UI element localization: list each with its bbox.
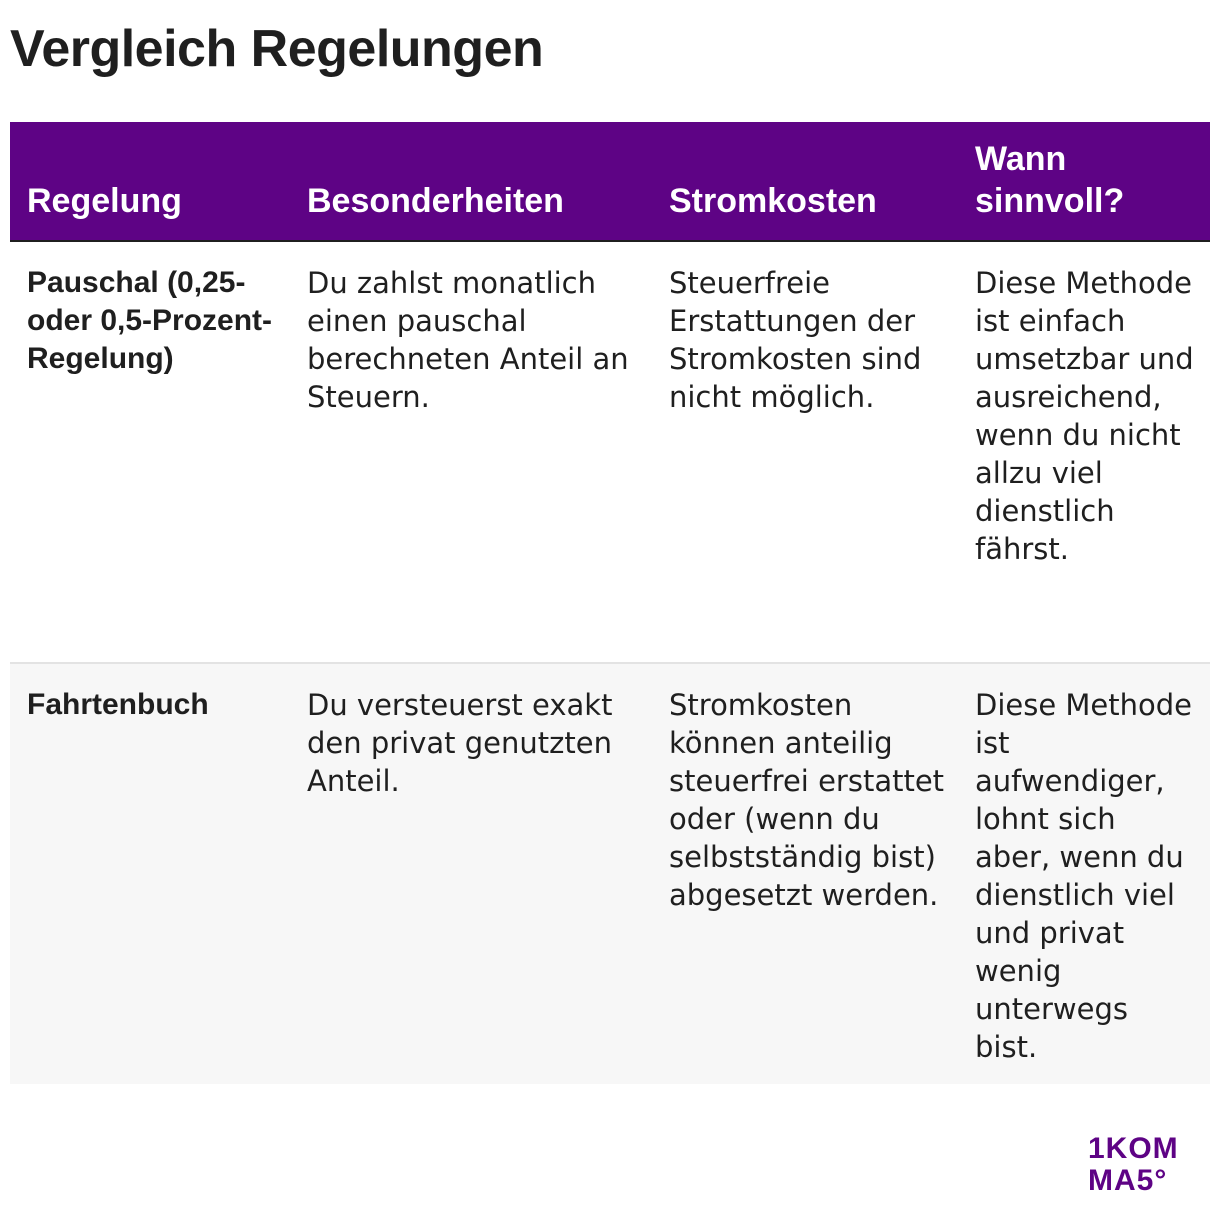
logo-line-1: 1KOM xyxy=(1088,1132,1179,1165)
page-title: Vergleich Regelungen xyxy=(10,20,544,78)
column-header-stromkosten: Stromkosten xyxy=(669,182,877,220)
logo-line-2: MA5° xyxy=(1088,1164,1168,1197)
brand-logo xyxy=(1088,1133,1198,1197)
table-row xyxy=(10,664,1210,1084)
cell-stromkosten: Stromkosten können anteilig steuerfrei erstattet oder (wenn du selbstständig bist) abgesetzt werden. xyxy=(669,688,945,912)
comparison-table xyxy=(10,122,1210,1084)
cell-regelung: Fahrtenbuch xyxy=(27,688,209,721)
cell-stromkosten: Steuerfreie Erstattungen der Stromkosten sind nicht möglich. xyxy=(669,266,922,414)
cell-besonderheiten: Du zahlst monatlich einen pauschal berechneten Anteil an Steuern. xyxy=(307,266,629,414)
column-header-besonderheiten: Besonderheiten xyxy=(307,182,564,220)
cell-wann-sinnvoll: Diese Methode ist einfach umsetzbar und ausreichend, wenn du nicht allzu viel dienstlich fährst. xyxy=(975,266,1194,566)
table-header-row xyxy=(10,122,1210,242)
column-header-wann-sinnvoll: Wann sinnvoll? xyxy=(975,140,1125,220)
cell-wann-sinnvoll: Diese Methode ist aufwendiger, lohnt sich aber, wenn du dienstlich viel und privat wenig unterwegs bist. xyxy=(975,688,1193,1064)
table-row xyxy=(10,242,1210,664)
cell-regelung: Pauschal (0,25- oder 0,5-Prozent-Regelung) xyxy=(27,266,273,375)
cell-besonderheiten: Du versteuerst exakt den privat genutzten Anteil. xyxy=(307,688,613,798)
column-header-regelung: Regelung xyxy=(27,182,182,220)
